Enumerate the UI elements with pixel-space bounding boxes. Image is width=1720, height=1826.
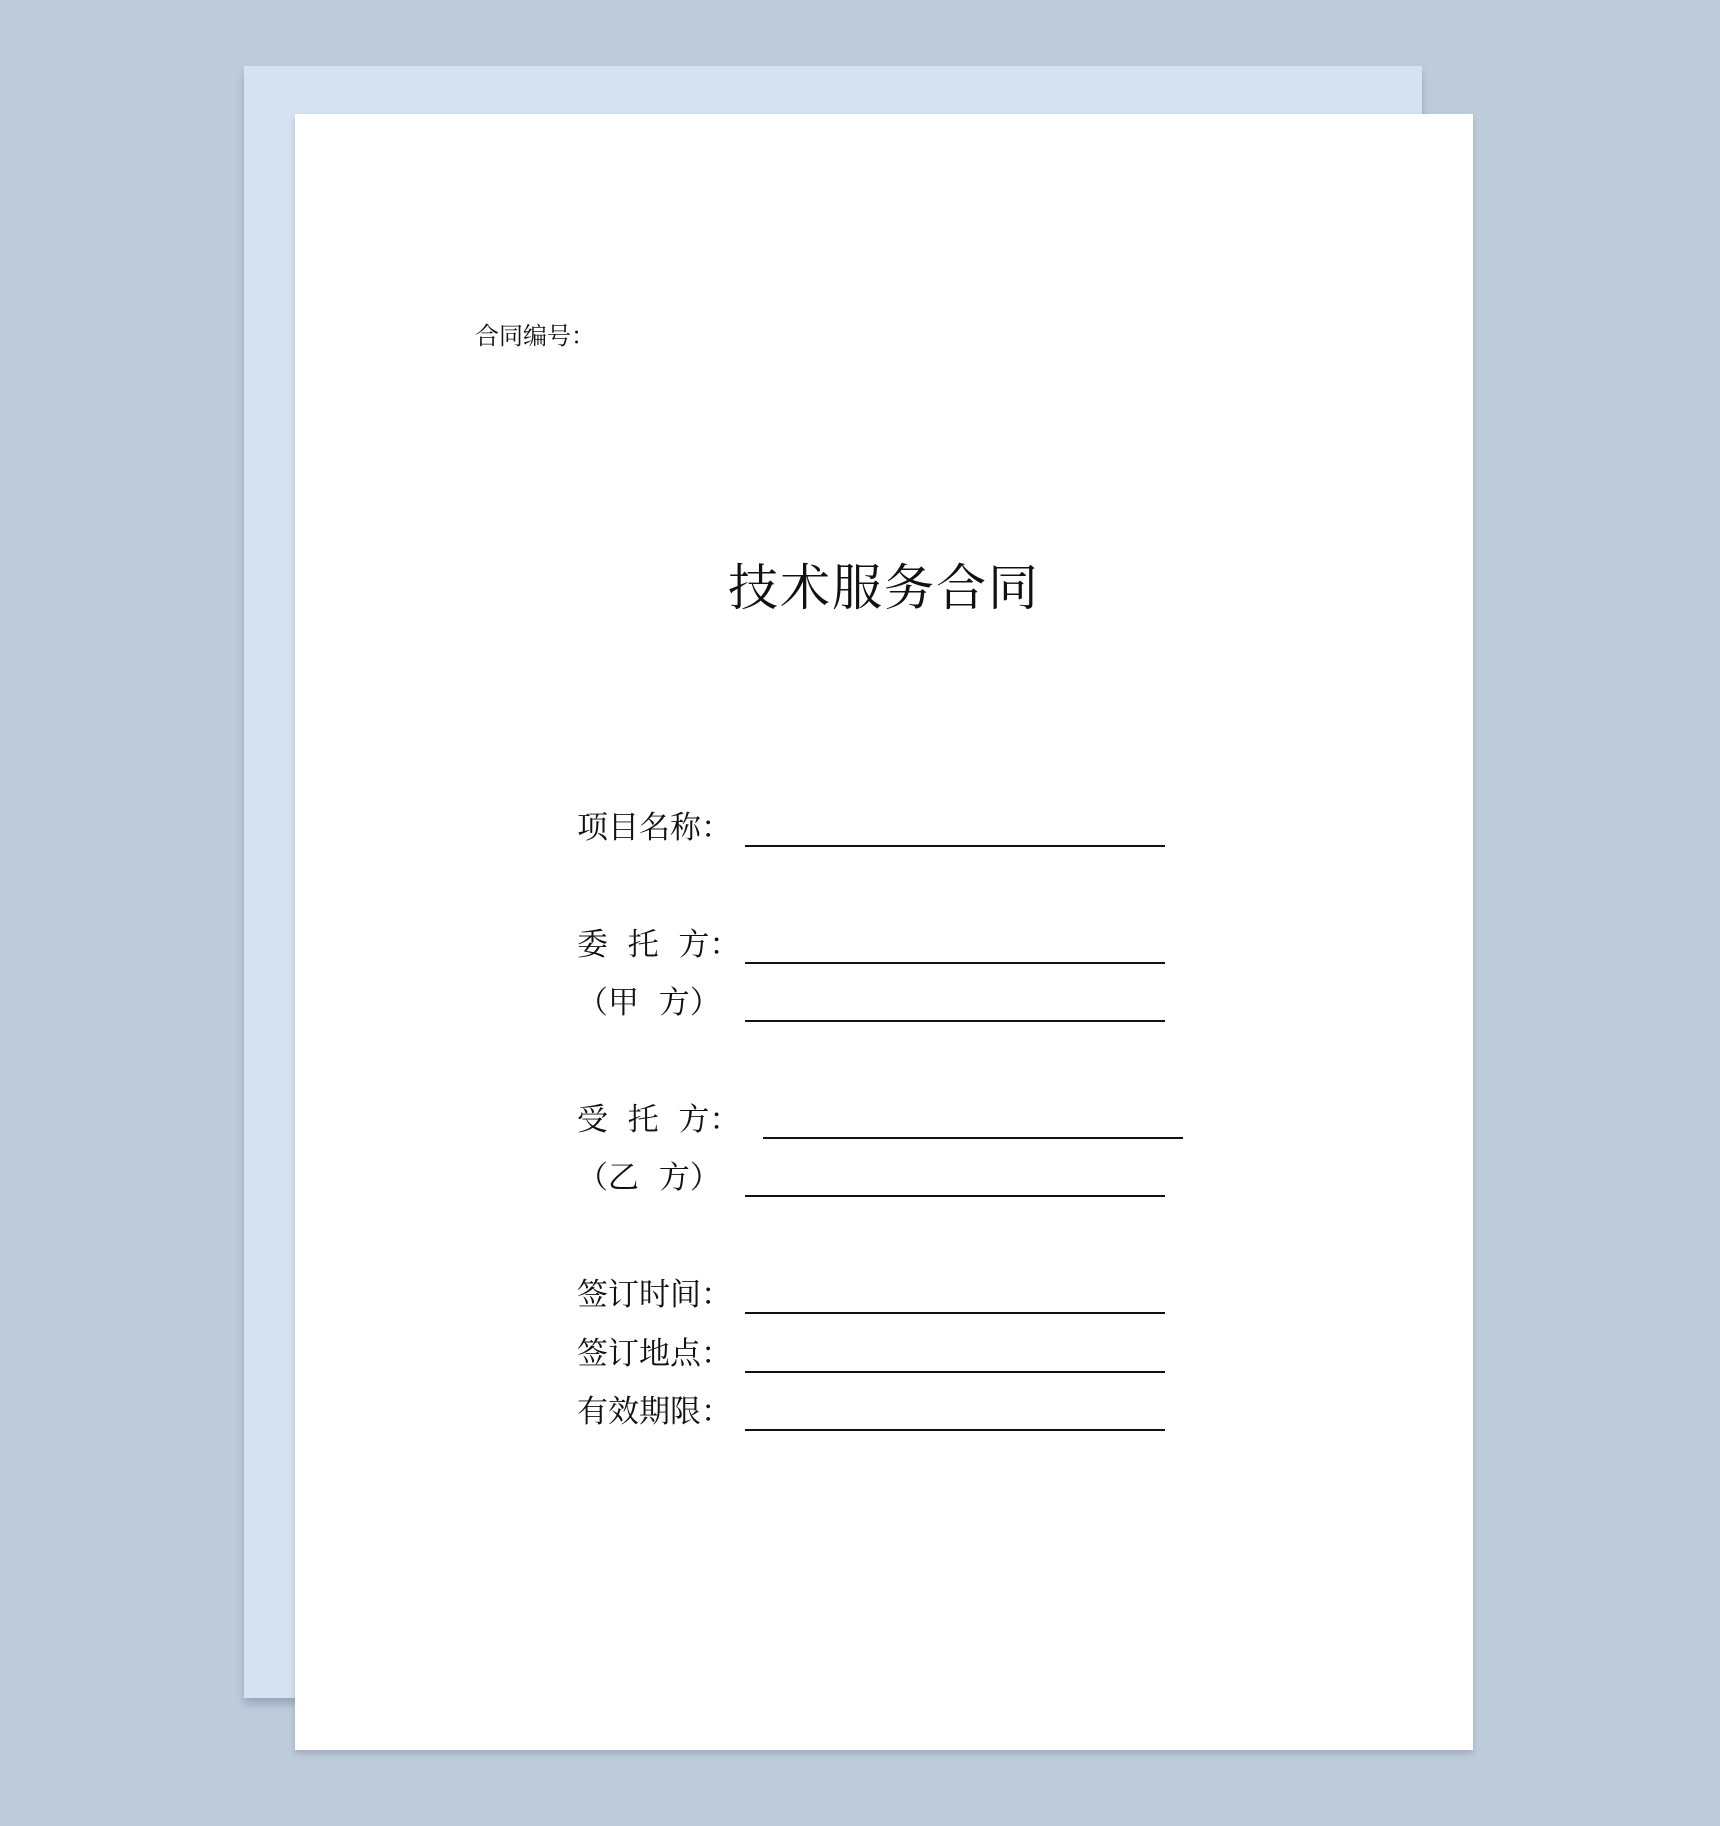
field-validity-period	[577, 1392, 1197, 1438]
document-title: 技术服务合同	[728, 559, 1040, 617]
field-client	[577, 925, 1197, 971]
contract-cover-page	[295, 114, 1473, 1750]
fill-in-line[interactable]	[745, 962, 1165, 964]
field-label: （乙 方）	[577, 1160, 721, 1196]
fill-in-line[interactable]	[763, 1137, 1183, 1139]
field-label: 项目名称：	[577, 810, 732, 846]
field-party-b	[577, 1158, 1197, 1204]
field-signing-date	[577, 1275, 1197, 1321]
fill-in-line[interactable]	[745, 1020, 1165, 1022]
fill-in-line[interactable]	[745, 845, 1165, 847]
contract-number-label: 合同编号：	[475, 322, 595, 350]
field-signing-place	[577, 1334, 1197, 1380]
fill-in-line[interactable]	[745, 1195, 1165, 1197]
field-label: 有效期限：	[577, 1394, 732, 1430]
field-label: 受 托 方：	[577, 1102, 741, 1138]
field-label: 委 托 方：	[577, 927, 741, 963]
fill-in-line[interactable]	[745, 1371, 1165, 1373]
field-label: （甲 方）	[577, 985, 721, 1021]
fill-in-line[interactable]	[745, 1312, 1165, 1314]
field-project-name	[577, 808, 1197, 854]
field-label: 签订时间：	[577, 1277, 732, 1313]
field-label: 签订地点：	[577, 1336, 732, 1372]
field-contractor	[577, 1100, 1197, 1146]
field-party-a	[577, 983, 1197, 1029]
fill-in-line[interactable]	[745, 1429, 1165, 1431]
